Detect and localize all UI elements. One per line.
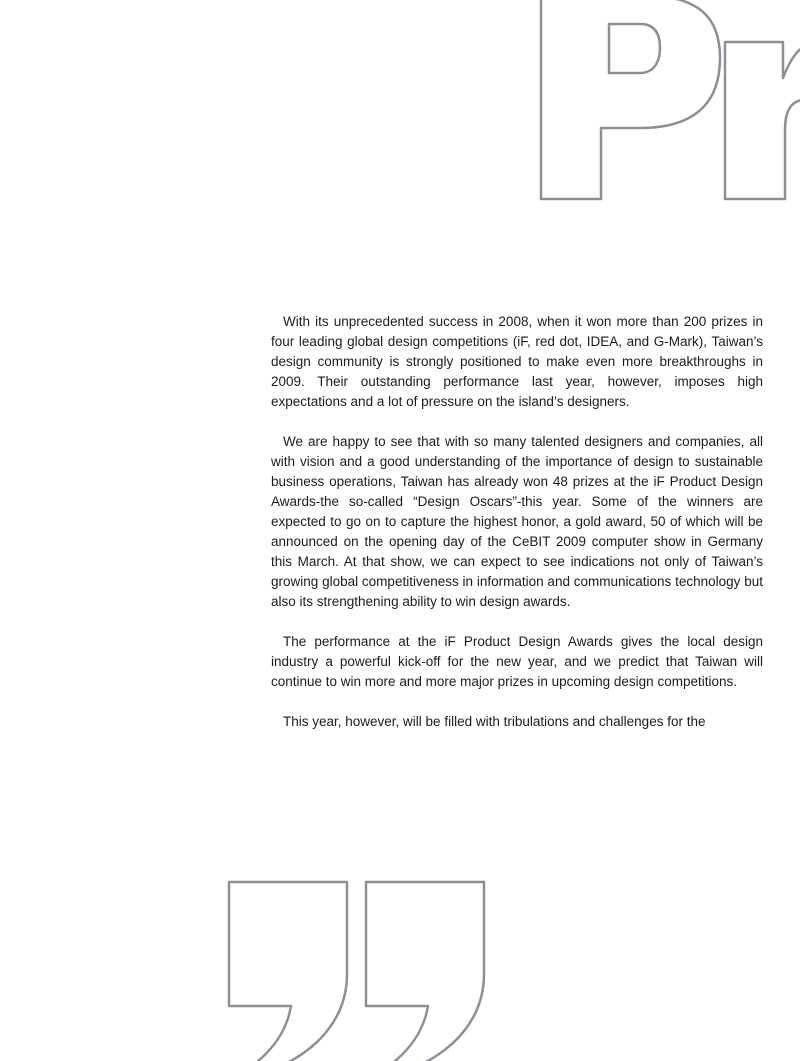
quote-mark-left: [229, 882, 347, 1061]
paragraph: We are happy to see that with so many talented designers and companies, all with vision and a good understanding of the importance of design to sustainable business operations, Taiwan has already won 48 prizes at the iF Product Design Awards-the so-called “Design Oscars”-this year. Some of the winners are expected to go on to capture the highest honor, a gold award, 50 of which will be announced on the opening day of the CeBIT 2009 computer show in Germany this March. At that show, we can expect to see indications not only of Taiwan’s growing global competitiveness in information and communications technology but also its strengthening ability to win design awards.: [271, 434, 763, 609]
article-body: [271, 312, 763, 752]
quote-mark-right: [366, 882, 484, 1061]
paragraph: With its unprecedented success in 2008, when it won more than 200 prizes in four leading global design competitions (iF, red dot, IDEA, and G-Mark), Taiwan’s design community is strongly positioned to make even more breakthroughs in 2009. Their outstanding performance last year, however, imposes high expectations and a lot of pressure on the island’s designers.: [271, 314, 763, 409]
closing-quote-outline: [0, 870, 800, 1061]
letter-r-outline: [725, 42, 800, 199]
letter-p-outline: [541, 0, 720, 199]
paragraph: This year, however, will be filled with tribulations and challenges for the: [283, 714, 706, 729]
headline-outline-letters: [0, 0, 800, 210]
paragraph: The performance at the iF Product Design Awards gives the local design industry a powerful kick-off for the new year, and we predict that Taiwan will continue to win more and more major prizes in upcoming design competitions.: [271, 634, 763, 689]
letter-p-counter: [609, 24, 660, 73]
